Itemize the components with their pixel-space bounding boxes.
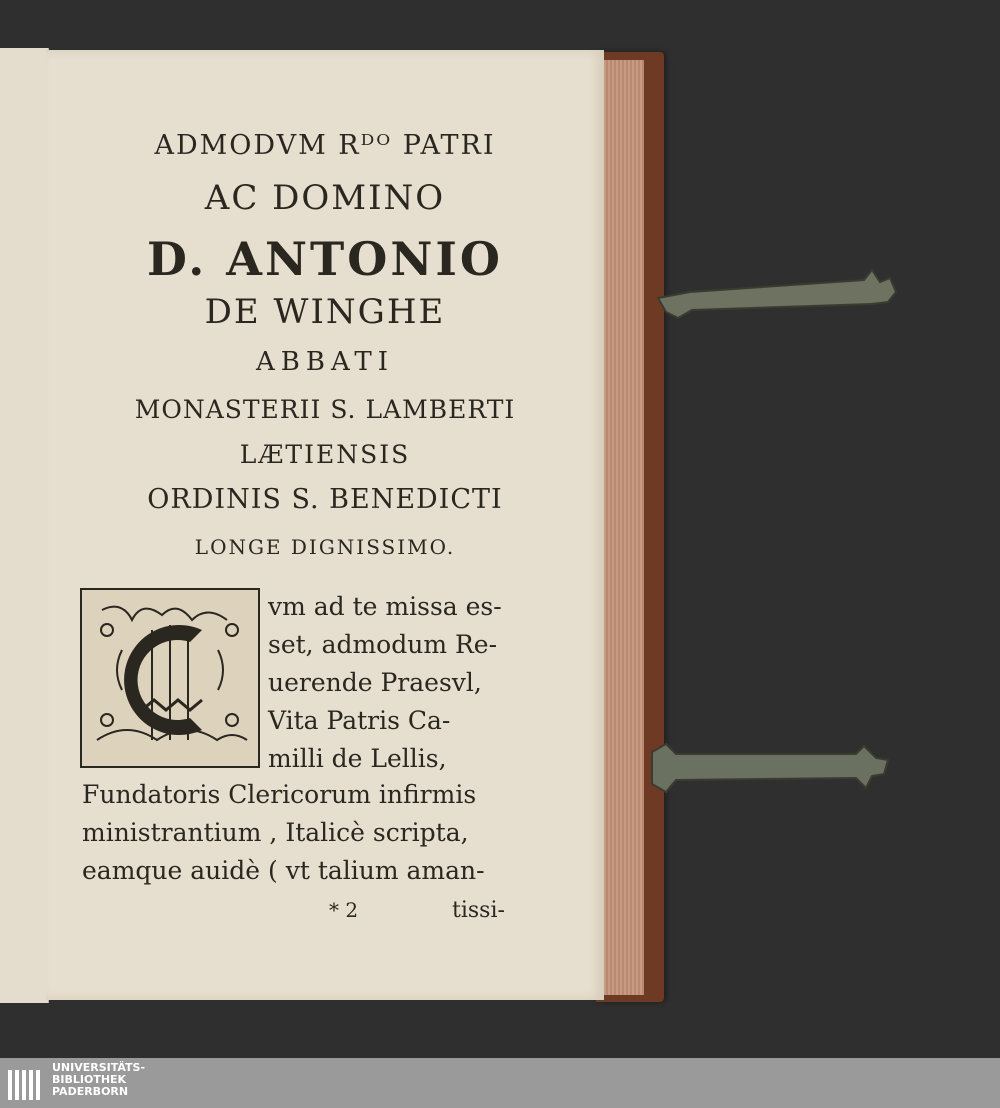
- library-name-line-3: PADERBORN: [52, 1085, 129, 1098]
- clasp-bottom: [646, 740, 906, 800]
- clasp-top: [650, 262, 910, 322]
- dedication-line-8: ORDINIS S. BENEDICTI: [147, 484, 503, 515]
- catchword: tissi-: [452, 898, 505, 923]
- dedication-line-4: DE WINGHE: [204, 292, 446, 332]
- text-line: vm ad te missa es-: [268, 592, 502, 621]
- text-line: Fundatoris Clericorum infirmis: [82, 780, 477, 809]
- signature-mark: * 2: [329, 898, 359, 922]
- dedication-line-6: MONASTERII S. LAMBERTI: [134, 395, 516, 424]
- dedication-line-1: ADMODVM Rᴰᴼ PATRI: [154, 130, 496, 161]
- dedication-line-2: AC DOMINO: [204, 178, 446, 218]
- text-line: milli de Lellis,: [268, 744, 447, 773]
- text-line: set, admodum Re-: [268, 630, 498, 659]
- previous-page-edge: [0, 48, 49, 1003]
- book-page: [46, 50, 604, 1000]
- library-name-line-1: UNIVERSITÄTS-: [52, 1061, 146, 1074]
- page-edges: [602, 60, 644, 995]
- dedication-line-7: LÆTIENSIS: [239, 440, 411, 469]
- library-logo-icon: [6, 1064, 46, 1104]
- text-line: ministrantium , Italicè scripta,: [82, 818, 469, 847]
- text-line: eamque auidè ( vt talium aman-: [82, 856, 485, 885]
- library-name-line-2: BIBLIOTHEK: [52, 1073, 127, 1086]
- text-line: uerende Praesvl,: [268, 668, 482, 697]
- dedication-line-9: LONGE DIGNISSIMO.: [194, 535, 456, 559]
- library-name: [52, 1062, 145, 1098]
- library-footer: [0, 1058, 1000, 1108]
- text-line: Vita Patris Ca-: [268, 706, 451, 735]
- dedication-line-3: D. ANTONIO: [147, 232, 503, 286]
- dedication-line-5: ABBATI: [256, 347, 394, 377]
- decorated-initial-c: [80, 588, 260, 768]
